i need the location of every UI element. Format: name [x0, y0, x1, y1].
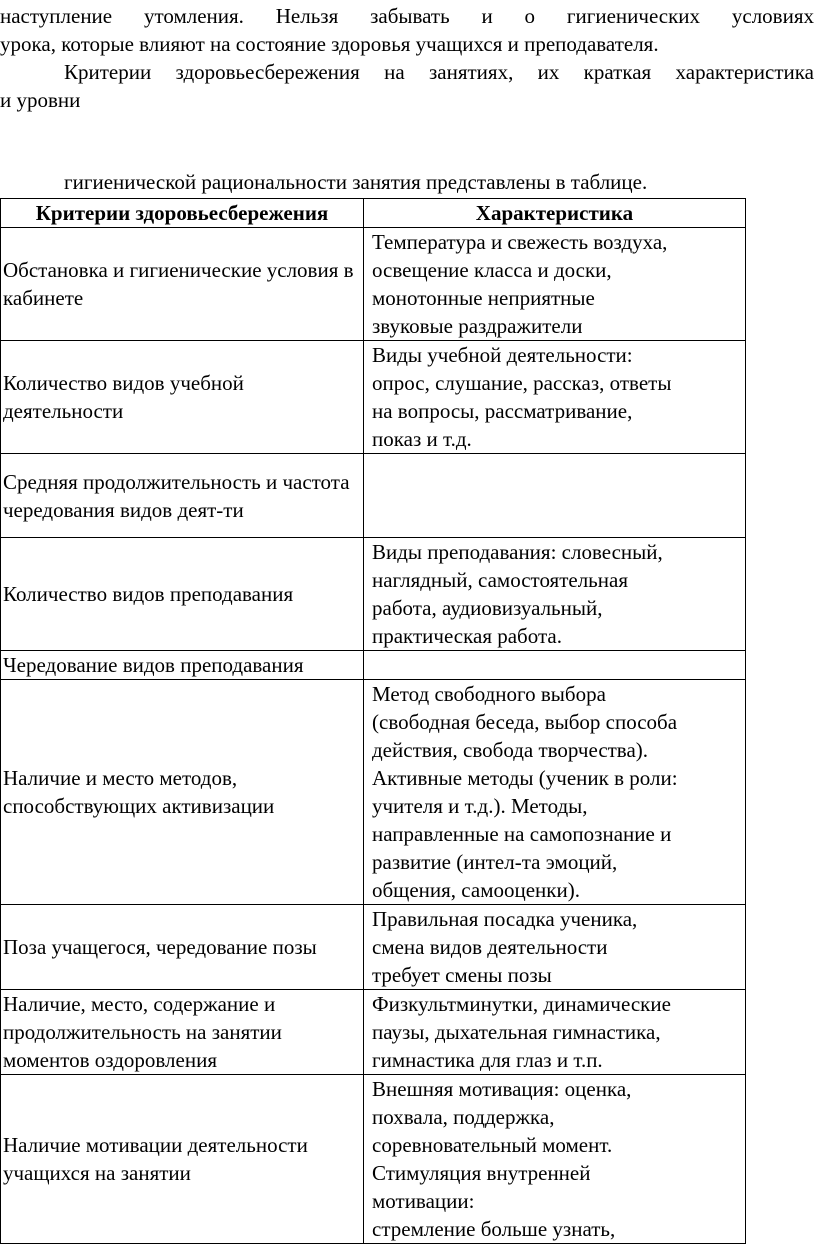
characteristic-line: общения, самооценки).	[372, 878, 580, 902]
intro-line-2: урока, которые влияют на состояние здоровья учащихся и преподавателя.	[0, 32, 659, 56]
characteristic-line: Метод свободного выбора	[372, 682, 606, 706]
criterion-cell: Наличие и место методов, способствующих активизации	[1, 680, 364, 905]
characteristic-line: практическая работа.	[372, 624, 562, 648]
characteristic-cell	[364, 680, 746, 905]
criterion-cell: Обстановка и гигиенические условия в кабинете	[1, 228, 364, 341]
characteristic-line: опрос, слушание, рассказ, ответы	[372, 371, 672, 395]
characteristic-line: Активные методы (ученик в роли:	[372, 766, 678, 790]
criterion-cell: Средняя продолжительность и частота чередования видов деят-ти	[1, 454, 364, 538]
characteristic-line: Виды преподавания: словесный,	[372, 540, 663, 564]
characteristic-line: соревновательный момент.	[372, 1133, 613, 1157]
header-characteristic: Характеристика	[364, 199, 746, 228]
characteristic-line: гимнастика для глаз и т.п.	[372, 1048, 603, 1072]
table-row	[1, 680, 746, 905]
table-row	[1, 990, 746, 1075]
characteristic-line: Стимуляция внутренней	[372, 1161, 591, 1185]
characteristic-line: похвала, поддержка,	[372, 1105, 555, 1129]
characteristic-line: звуковые раздражители	[372, 314, 583, 338]
intro-line-3: Критерии здоровьесбережения на занятиях, их краткая характеристика	[64, 60, 814, 84]
characteristic-cell	[364, 341, 746, 454]
characteristic-line: Виды учебной деятельности:	[372, 343, 633, 367]
table-header-row	[1, 199, 746, 228]
characteristic-line: требует смены позы	[372, 963, 552, 987]
criterion-cell: Наличие мотивации деятельности учащихся на занятии	[1, 1075, 364, 1244]
characteristic-line: действия, свобода творчества).	[372, 738, 649, 762]
characteristic-line: (свободная беседа, выбор способа	[372, 710, 678, 734]
criterion-cell: Наличие, место, содержание и продолжительность на занятии моментов оздоровления	[1, 990, 364, 1075]
intro-line-5: гигиенической рациональности занятия представлены в таблице.	[64, 170, 648, 194]
characteristic-cell	[364, 538, 746, 651]
characteristic-cell	[364, 1075, 746, 1244]
characteristic-cell	[364, 228, 746, 341]
criterion-cell: Чередование видов преподавания	[1, 651, 364, 680]
characteristic-cell	[364, 651, 746, 680]
characteristic-line: учителя и т.д.). Методы,	[372, 794, 588, 818]
table-row	[1, 228, 746, 341]
characteristic-line: Внешняя мотивация: оценка,	[372, 1077, 632, 1101]
characteristic-line: на вопросы, рассматривание,	[372, 399, 633, 423]
intro-paragraph-3	[0, 168, 816, 196]
characteristic-line: направленные на самопознание и	[372, 822, 672, 846]
table-row	[1, 454, 746, 538]
criterion-cell: Поза учащегося, чередование позы	[1, 905, 364, 990]
characteristic-line: Правильная посадка ученика,	[372, 907, 638, 931]
header-criteria: Критерии здоровьесбережения	[1, 199, 364, 228]
characteristic-line: стремление больше узнать,	[372, 1217, 616, 1241]
characteristic-cell	[364, 905, 746, 990]
criterion-cell: Количество видов преподавания	[1, 538, 364, 651]
criteria-table	[0, 198, 746, 1244]
table-row	[1, 538, 746, 651]
intro-line-1: наступление утомления. Нельзя забывать и о гигиенических условиях	[0, 4, 814, 28]
table-row	[1, 651, 746, 680]
table-row	[1, 341, 746, 454]
characteristic-line: мотивации:	[372, 1189, 475, 1213]
criterion-cell: Количество видов учебной деятельности	[1, 341, 364, 454]
intro-line-4: и уровни	[0, 88, 81, 112]
table-body	[1, 228, 746, 1244]
characteristic-line: Температура и свежесть воздуха,	[372, 230, 668, 254]
characteristic-line: наглядный, самостоятельная	[372, 568, 628, 592]
characteristic-line: показ и т.д.	[372, 427, 472, 451]
characteristic-line: развитие (интел-та эмоций,	[372, 850, 618, 874]
characteristic-line: освещение класса и доски,	[372, 258, 612, 282]
characteristic-line: монотонные неприятные	[372, 286, 595, 310]
characteristic-line: смена видов деятельности	[372, 935, 608, 959]
intro-paragraph-2	[0, 58, 814, 114]
characteristic-line: работа, аудиовизуальный,	[372, 596, 603, 620]
table-row	[1, 1075, 746, 1244]
characteristic-cell	[364, 454, 746, 538]
characteristic-cell	[364, 990, 746, 1075]
characteristic-line: Физкультминутки, динамические	[372, 992, 671, 1016]
intro-paragraph-1	[0, 2, 814, 58]
table-row	[1, 905, 746, 990]
characteristic-line: паузы, дыхательная гимнастика,	[372, 1020, 661, 1044]
